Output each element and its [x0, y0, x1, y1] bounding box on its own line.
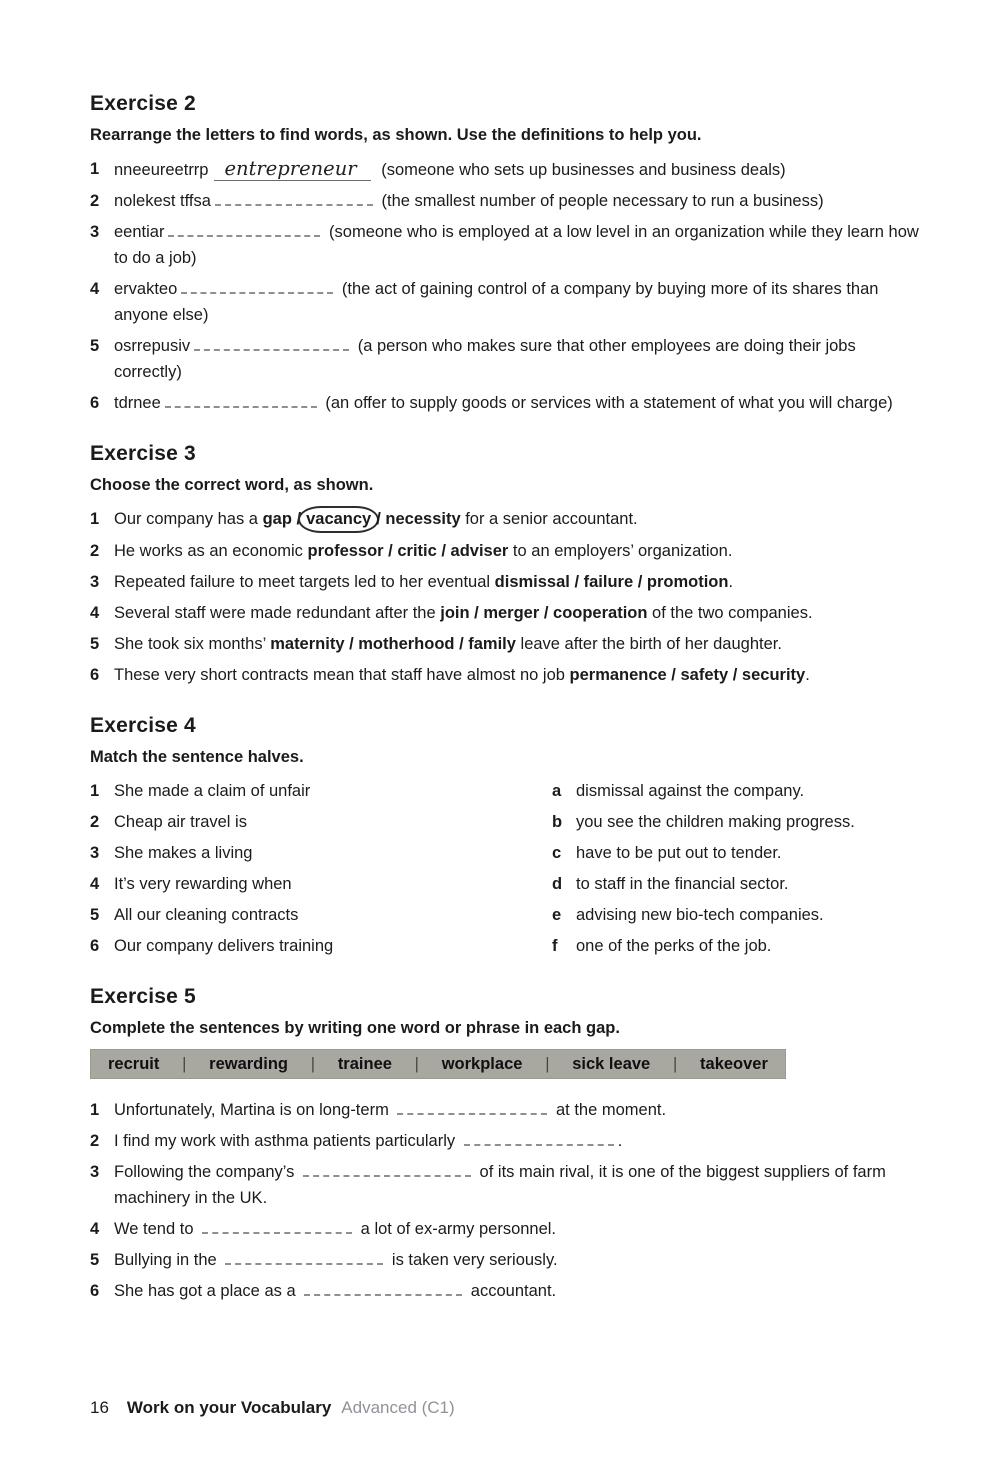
- match-row: [90, 778, 922, 804]
- word-bank-word: trainee: [337, 1055, 392, 1073]
- item-number: 1: [90, 1101, 100, 1119]
- text-segment: Unfortunately, Martina is on long-term: [114, 1101, 394, 1119]
- exercise-3-instructions: Choose the correct word, as shown.: [90, 476, 374, 494]
- answer-blank[interactable]: [215, 192, 373, 206]
- text-segment: professor / critic / adviser: [307, 542, 509, 560]
- match-left-text: Our company delivers training: [114, 937, 334, 955]
- match-row: [90, 902, 922, 928]
- exercise-4-instructions: Match the sentence halves.: [90, 748, 304, 766]
- exercise-item: [90, 1159, 922, 1211]
- text-segment: .: [617, 1132, 623, 1150]
- item-text: [114, 156, 922, 183]
- text-segment: (the act of gaining control of a company by buying more of its shares than anyone else): [114, 280, 879, 324]
- text-segment: Several staff were made redundant after the: [114, 604, 441, 622]
- answer-blank[interactable]: [181, 280, 333, 294]
- match-right: [552, 809, 922, 835]
- match-right: [552, 840, 922, 866]
- text-segment: Following the company’s: [114, 1163, 299, 1181]
- item-number: 5: [90, 1251, 100, 1269]
- match-left: [90, 902, 552, 928]
- exercise-2-instructions: Rearrange the letters to find words, as shown. Use the definitions to help you.: [90, 126, 702, 144]
- item-number: 6: [90, 937, 100, 955]
- text-segment: accountant.: [466, 1282, 557, 1300]
- handwritten-answer: entrepreneur: [214, 157, 370, 181]
- match-letter: d: [552, 875, 563, 893]
- exercise-item: [90, 1278, 922, 1304]
- word-bank-word: sick leave: [572, 1055, 651, 1073]
- text-segment: is taken very seriously.: [387, 1251, 558, 1269]
- answer-blank[interactable]: [397, 1101, 547, 1115]
- exercise-5-instructions: Complete the sentences by writing one word or phrase in each gap.: [90, 1019, 620, 1037]
- exercise-5-section: [90, 985, 922, 1304]
- item-number: 6: [90, 394, 100, 412]
- text-segment: (someone who sets up businesses and business deals): [376, 161, 786, 179]
- item-number: 3: [90, 844, 100, 862]
- page-number: 16: [90, 1398, 109, 1417]
- match-right: [552, 871, 922, 897]
- text-segment: nneeureetrrp: [114, 161, 209, 179]
- text-segment: She has got a place as a: [114, 1282, 301, 1300]
- exercise-item: [90, 188, 922, 214]
- match-letter: a: [552, 782, 562, 800]
- item-text: [114, 538, 922, 564]
- match-left: [90, 809, 552, 835]
- item-text: [114, 1159, 922, 1211]
- circled-answer: vacancy: [298, 506, 379, 533]
- text-segment: nolekest tffsa: [114, 192, 211, 210]
- text-segment: (an offer to supply goods or services with a statement of what you will charge): [320, 394, 893, 412]
- match-right-text: you see the children making progress.: [576, 813, 855, 831]
- item-number: 1: [90, 510, 100, 528]
- word-separator: |: [414, 1055, 419, 1073]
- exercise-item: [90, 333, 922, 385]
- word-separator: |: [545, 1055, 550, 1073]
- item-text: [114, 506, 922, 533]
- word-bank: [90, 1049, 786, 1079]
- answer-blank[interactable]: [165, 394, 317, 408]
- text-segment: permanence / safety / security: [569, 666, 806, 684]
- exercise-item: [90, 538, 922, 564]
- exercise-item: [90, 600, 922, 626]
- match-row: [90, 871, 922, 897]
- item-number: 6: [90, 1282, 100, 1300]
- match-letter: e: [552, 906, 562, 924]
- item-text: [114, 219, 922, 271]
- match-letter: f: [552, 937, 558, 955]
- exercise-item: [90, 506, 922, 533]
- item-text: [114, 188, 922, 214]
- exercise-item: [90, 276, 922, 328]
- exercise-item: [90, 1247, 922, 1273]
- text-segment: maternity / motherhood / family: [270, 635, 516, 653]
- text-segment: .: [728, 573, 734, 591]
- match-left-text: She makes a living: [114, 844, 253, 862]
- text-segment: Repeated failure to meet targets led to her eventual: [114, 573, 495, 591]
- exercise-item: [90, 569, 922, 595]
- item-number: 2: [90, 1132, 100, 1150]
- text-segment: at the moment.: [551, 1101, 667, 1119]
- text-segment: leave after the birth of her daughter.: [515, 635, 782, 653]
- exercise-3-title: Exercise 3: [90, 442, 196, 465]
- item-number: 5: [90, 635, 100, 653]
- text-segment: (a person who makes sure that other employees are doing their jobs correctly): [114, 337, 856, 381]
- item-text: [114, 1278, 922, 1304]
- item-text: [114, 333, 922, 385]
- exercise-item: [90, 631, 922, 657]
- book-level: Advanced (C1): [341, 1398, 455, 1417]
- word-bank-word: rewarding: [209, 1055, 289, 1073]
- word-bank-word: takeover: [700, 1055, 768, 1073]
- item-text: [114, 662, 922, 688]
- text-segment: He works as an economic: [114, 542, 308, 560]
- item-text: [114, 276, 922, 328]
- exercise-5-title: Exercise 5: [90, 985, 196, 1008]
- match-left: [90, 778, 552, 804]
- text-segment: join / merger / cooperation: [440, 604, 648, 622]
- item-number: 1: [90, 160, 100, 178]
- match-left: [90, 933, 552, 959]
- answer-blank[interactable]: [168, 223, 320, 237]
- match-left: [90, 871, 552, 897]
- exercise-2-items: [90, 156, 922, 416]
- exercise-5-items: [90, 1097, 922, 1304]
- item-number: 3: [90, 1163, 100, 1181]
- match-right: [552, 778, 922, 804]
- match-right-text: to staff in the financial sector.: [576, 875, 789, 893]
- word-separator: |: [182, 1055, 187, 1073]
- item-number: 3: [90, 573, 100, 591]
- exercise-3-items: [90, 506, 922, 688]
- text-segment: .: [805, 666, 810, 684]
- text-segment: dismissal / failure / promotion: [494, 573, 729, 591]
- match-row: [90, 840, 922, 866]
- item-number: 2: [90, 192, 100, 210]
- match-row: [90, 809, 922, 835]
- text-segment: Bullying in the: [114, 1251, 222, 1269]
- text-segment: We tend to: [114, 1220, 199, 1238]
- exercise-item: [90, 1097, 922, 1123]
- exercise-4-matching: [90, 778, 922, 959]
- match-left-text: All our cleaning contracts: [114, 906, 299, 924]
- text-segment: tdrnee: [114, 394, 161, 412]
- exercise-4-section: [90, 714, 922, 959]
- answer-blank[interactable]: [225, 1251, 383, 1265]
- text-segment: Our company has a: [114, 510, 263, 528]
- exercise-item: [90, 1128, 922, 1154]
- word-separator: |: [310, 1055, 316, 1073]
- match-right: [552, 933, 922, 959]
- text-segment: (the smallest number of people necessary to run a business): [376, 192, 824, 210]
- match-row: [90, 933, 922, 959]
- item-number: 6: [90, 666, 100, 684]
- item-number: 1: [90, 782, 100, 800]
- item-number: 2: [90, 813, 100, 831]
- match-right: [552, 902, 922, 928]
- text-segment: These very short contracts mean that staff have almost no job: [114, 666, 570, 684]
- item-number: 3: [90, 223, 100, 241]
- text-segment: of the two companies.: [647, 604, 813, 622]
- match-left: [90, 840, 552, 866]
- item-text: [114, 1128, 922, 1154]
- exercise-item: [90, 390, 922, 416]
- exercise-2-section: [90, 92, 922, 416]
- text-segment: to an employers’ organization.: [508, 542, 733, 560]
- exercise-4-title: Exercise 4: [90, 714, 196, 737]
- item-number: 4: [90, 280, 100, 298]
- item-text: [114, 390, 922, 416]
- item-number: 2: [90, 542, 100, 560]
- item-text: [114, 569, 922, 595]
- item-number: 5: [90, 337, 100, 355]
- word-bank-word: workplace: [441, 1055, 523, 1073]
- page-footer: [90, 1398, 455, 1418]
- book-title: Work on your Vocabulary: [126, 1398, 332, 1417]
- exercise-item: [90, 662, 922, 688]
- text-segment: She took six months’: [114, 635, 271, 653]
- item-text: [114, 1247, 922, 1273]
- text-segment: ervakteo: [114, 280, 178, 298]
- answer-blank[interactable]: [303, 1163, 471, 1177]
- item-text: [114, 600, 922, 626]
- exercise-item: [90, 1216, 922, 1242]
- exercise-item: [90, 156, 922, 183]
- exercise-item: [90, 219, 922, 271]
- answer-blank[interactable]: [202, 1220, 352, 1234]
- text-segment: eentiar: [114, 223, 165, 241]
- word-separator: |: [672, 1055, 678, 1073]
- text-segment: for a senior accountant.: [460, 510, 638, 528]
- match-right-text: one of the perks of the job.: [576, 937, 772, 955]
- exercise-3-section: [90, 442, 922, 688]
- text-segment: of its main rival, it is one of the biggest suppliers of farm machinery in the UK.: [114, 1163, 886, 1207]
- match-right-text: dismissal against the company.: [576, 782, 805, 800]
- answer-blank[interactable]: [464, 1132, 614, 1146]
- text-segment: (someone who is employed at a low level in an organization while they learn how to do a job): [114, 223, 919, 267]
- item-number: 4: [90, 1220, 100, 1238]
- match-left-text: Cheap air travel is: [114, 813, 247, 831]
- text-segment: gap /: [262, 510, 302, 528]
- exercise-2-title: Exercise 2: [90, 92, 196, 115]
- match-letter: b: [552, 813, 563, 831]
- text-segment: I find my work with asthma patients particularly: [114, 1132, 460, 1150]
- match-left-text: She made a claim of unfair: [114, 782, 311, 800]
- item-text: [114, 1097, 922, 1123]
- match-right-text: have to be put out to tender.: [576, 844, 782, 862]
- match-right-text: advising new bio-tech companies.: [576, 906, 824, 924]
- match-left-text: It’s very rewarding when: [114, 875, 292, 893]
- text-segment: a lot of ex-army personnel.: [356, 1220, 557, 1238]
- match-letter: c: [552, 844, 562, 862]
- item-number: 4: [90, 875, 100, 893]
- word-bank-word: recruit: [108, 1055, 160, 1073]
- item-text: [114, 1216, 922, 1242]
- text-segment: / necessity: [376, 510, 461, 528]
- item-number: 5: [90, 906, 100, 924]
- answer-blank[interactable]: [194, 337, 349, 351]
- text-segment: osrrepusiv: [114, 337, 191, 355]
- answer-blank[interactable]: [304, 1282, 462, 1296]
- item-text: [114, 631, 922, 657]
- item-number: 4: [90, 604, 100, 622]
